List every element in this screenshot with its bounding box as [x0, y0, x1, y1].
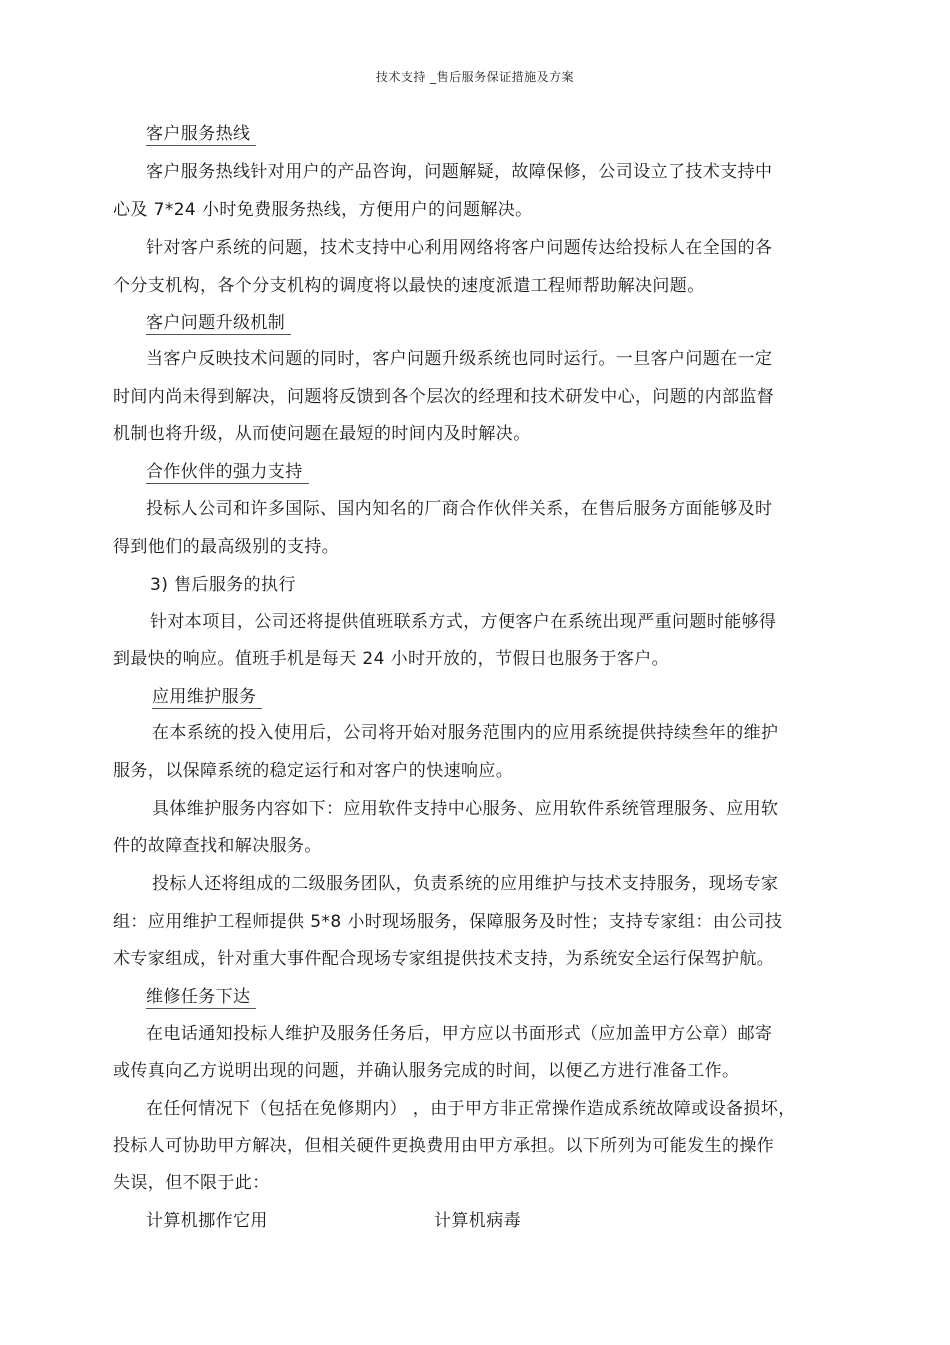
paragraph-line: 时间内尚未得到解决，问题将反馈到各个层次的经理和技术研发中心，问题的内部监督	[113, 387, 775, 407]
heading-maintenance: 应用维护服务	[152, 687, 262, 709]
paragraph-line: 失误，但不限于此：	[113, 1173, 270, 1193]
paragraph-line: 投标人公司和许多国际、国内知名的厂商合作伙伴关系，在售后服务方面能够及时	[146, 499, 773, 519]
paragraph-line: 到最快的响应。值班手机是每天 24 小时开放的，节假日也服务于客户。	[113, 649, 670, 669]
paragraph-line: 针对客户系统的问题，技术支持中心利用网络将客户问题传达给投标人在全国的各	[146, 238, 773, 258]
paragraph-line: 投标人还将组成的二级服务团队，负责系统的应用维护与技术支持服务，现场专家	[152, 874, 779, 894]
heading-execution: 3) 售后服务的执行	[150, 575, 296, 595]
heading-repair: 维修任务下达	[146, 987, 256, 1009]
paragraph-line: 术专家组成，针对重大事件配合现场专家组提供技术支持，为系统安全运行保驾护航。	[113, 949, 775, 969]
paragraph-line: 机制也将升级，从而使问题在最短的时间内及时解决。	[113, 424, 531, 444]
paragraph-line: 心及 7*24 小时免费服务热线，方便用户的问题解决。	[113, 200, 533, 220]
paragraph-line: 得到他们的最高级别的支持。	[113, 537, 340, 557]
paragraph-line: 客户服务热线针对用户的产品咨询，问题解疑，故障保修，公司设立了技术支持中	[146, 162, 773, 182]
paragraph-line: 具体维护服务内容如下：应用软件支持中心服务、应用软件系统管理服务、应用软	[152, 799, 779, 819]
heading-escalation: 客户问题升级机制	[146, 313, 291, 335]
paragraph-line: 在本系统的投入使用后，公司将开始对服务范围内的应用系统提供持续叁年的维护	[152, 723, 779, 743]
paragraph-line: 在任何情况下（包括在免修期内） ，由于甲方非正常操作造成系统故障或设备损坏，	[146, 1099, 796, 1119]
heading-partner: 合作伙伴的强力支持	[146, 462, 309, 484]
heading-hotline: 客户服务热线	[146, 124, 256, 146]
list-item: 计算机挪作它用	[146, 1211, 268, 1231]
paragraph-line: 针对本项目，公司还将提供值班联系方式，方便客户在系统出现严重问题时能够得	[150, 612, 777, 632]
paragraph-line: 个分支机构，各个分支机构的调度将以最快的速度派遣工程师帮助解决问题。	[113, 276, 705, 296]
paragraph-line: 或传真向乙方说明出现的问题，并确认服务完成的时间，以便乙方进行准备工作。	[113, 1061, 740, 1081]
list-item: 计算机病毒	[434, 1211, 521, 1231]
paragraph-line: 当客户反映技术问题的同时，客户问题升级系统也同时运行。一旦客户问题在一定	[146, 349, 773, 369]
paragraph-line: 件的故障查找和解决服务。	[113, 836, 322, 856]
paragraph-line: 组：应用维护工程师提供 5*8 小时现场服务，保障服务及时性；支持专家组：由公司技	[113, 912, 783, 932]
paragraph-line: 在电话通知投标人维护及服务任务后，甲方应以书面形式（应加盖甲方公章）邮寄	[146, 1024, 773, 1044]
page-header: 技术支持 _售后服务保证措施及方案	[375, 70, 575, 84]
paragraph-line: 服务，以保障系统的稳定运行和对客户的快速响应。	[113, 761, 514, 781]
paragraph-line: 投标人可协助甲方解决，但相关硬件更换费用由甲方承担。以下所列为可能发生的操作	[113, 1136, 775, 1156]
